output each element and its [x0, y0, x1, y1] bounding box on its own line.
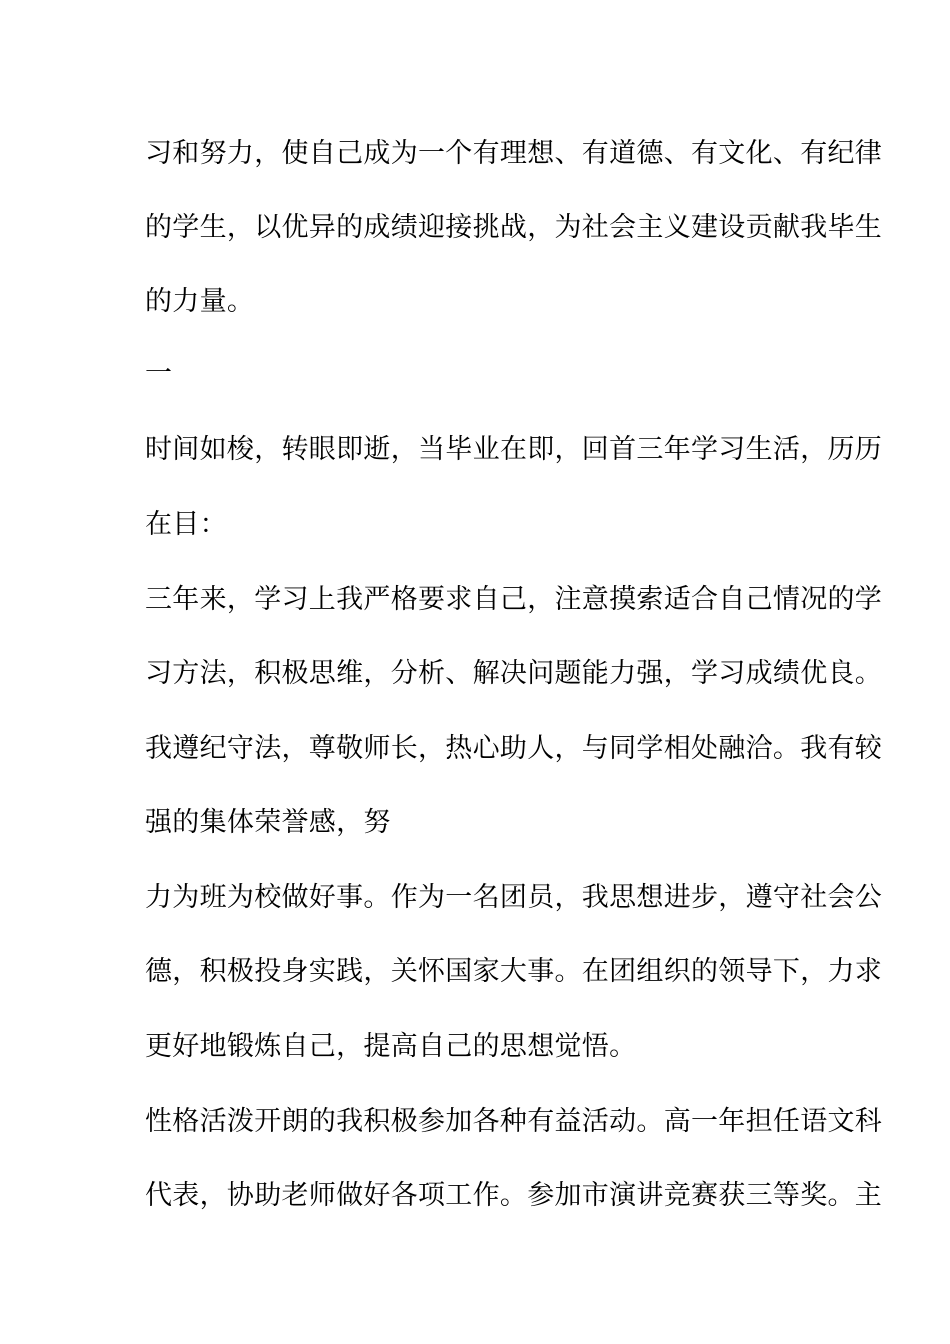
text-line: 三年来，学习上我严格要求自己，注意摸索适合自己情况的学 [145, 584, 883, 615]
text-line: 力为班为校做好事。作为一名团员，我思想进步，遵守社会公 [145, 882, 883, 913]
text-line: 一 [145, 358, 173, 389]
text-line: 的力量。 [145, 286, 255, 317]
text-line: 时间如梭，转眼即逝，当毕业在即，回首三年学习生活，历历 [145, 434, 883, 465]
text-line: 的学生，以优异的成绩迎接挑战，为社会主义建设贡献我毕生 [145, 212, 883, 243]
text-line: 习方法，积极思维，分析、解决问题能力强，学习成绩优良。 [145, 658, 883, 689]
text-line: 强的集体荣誉感，努 [145, 807, 391, 838]
text-line: 更好地锻炼自己，提高自己的思想觉悟。 [145, 1031, 637, 1062]
text-line: 我遵纪守法，尊敬师长，热心助人，与同学相处融洽。我有较 [145, 733, 883, 764]
text-line: 性格活泼开朗的我积极参加各种有益活动。高一年担任语文科 [145, 1106, 883, 1137]
text-line: 德，积极投身实践，关怀国家大事。在团组织的领导下，力求 [145, 956, 883, 987]
text-line: 代表，协助老师做好各项工作。参加市演讲竞赛获三等奖。主 [145, 1180, 883, 1211]
text-line: 习和努力，使自己成为一个有理想、有道德、有文化、有纪律 [145, 138, 883, 169]
text-line: 在目： [145, 509, 227, 540]
